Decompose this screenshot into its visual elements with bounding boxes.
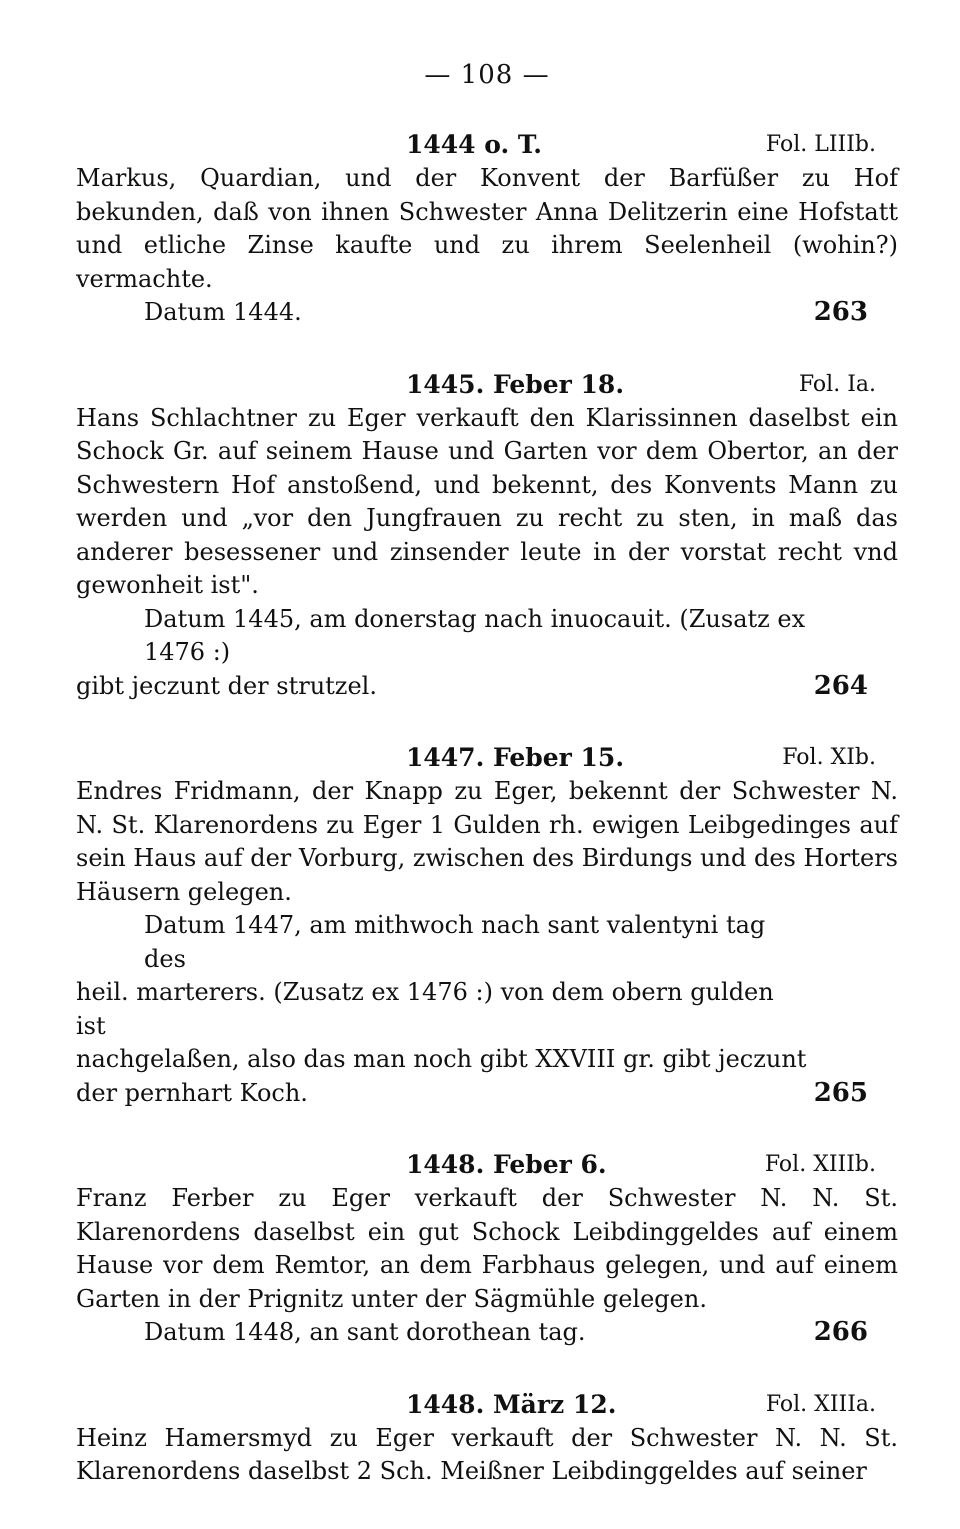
entry-folio: Fol. Ia. [798, 371, 876, 397]
entry-263 [76, 130, 898, 330]
datum-line: der pernhart Koch. [76, 1078, 308, 1107]
entry-text: Endres Fridmann, der Knapp zu Eger, bekennt der Schwester N. N. St. Klarenordens zu Eger 1 Gulden rh. ewigen Leibgedinges auf sein Haus auf der Vorburg, zwischen des Birdungs und des Horters Häusern gelegen. [76, 777, 898, 906]
entry-number: 263 [813, 297, 868, 327]
entry-datum-continued [76, 1043, 898, 1077]
page-number: — 108 — [424, 60, 550, 90]
datum-line: nachgelaßen, also das man noch gibt XXVIII gr. gibt jeczunt [76, 1045, 807, 1073]
entry-number: 265 [813, 1077, 868, 1108]
entry-number: 264 [813, 670, 868, 701]
datum-line: gibt jeczunt der strutzel. [76, 671, 377, 700]
entry-header [76, 1150, 898, 1182]
datum-line: Datum 1445, am donerstag nach inuocauit. (Zusatz ex 1476 :) [144, 604, 806, 666]
document-page [76, 60, 898, 1529]
entry-datum [76, 603, 898, 670]
datum-text: Datum 1444. [144, 298, 302, 326]
entry-datum-continued [76, 670, 898, 704]
entry-folio: Fol. LIIIb. [765, 132, 876, 157]
entry-folio: Fol. XIIIa. [765, 1391, 876, 1417]
entry-header [76, 370, 898, 402]
entry-folio: Fol. XIb. [782, 745, 876, 770]
entry-datum [76, 1316, 898, 1350]
entry-datum [76, 296, 898, 330]
entry-number: 266 [813, 1317, 868, 1347]
entry-datum [76, 909, 898, 976]
entry-266 [76, 1150, 898, 1350]
entry-date: 1445. Feber 18. [406, 369, 625, 399]
entry-date: 1448. März 12. [406, 1389, 617, 1419]
entry-265 [76, 743, 898, 1110]
entry-datum-continued [76, 976, 898, 1043]
entry-text: Franz Ferber zu Eger verkauft der Schwester N. N. St. Klarenordens daselbst ein gut Schock Leibdinggeldes auf einem Hause vor dem Remtor, an dem Farbhaus gelegen, und auf einem Garten in der Prignitz unter der Sägmühle gelegen. [76, 1184, 898, 1313]
datum-line: Datum 1447, am mithwoch nach sant valentyni tag des [144, 911, 766, 973]
datum-text: Datum 1448, an sant dorothean tag. [144, 1318, 586, 1346]
entry-text: Heinz Hamersmyd zu Eger verkauft der Schwester N. N. St. Klarenordens daselbst 2 Sch. Meißner Leibdinggeldes auf seiner [76, 1423, 898, 1485]
entry-folio: Fol. XIIIb. [764, 1152, 876, 1177]
entry-datum-continued [76, 1077, 898, 1111]
entry-header [76, 130, 898, 162]
entry-header [76, 1390, 898, 1422]
entry-date: 1447. Feber 15. [406, 743, 625, 772]
entry-text: Markus, Quardian, und der Konvent der Barfüßer zu Hof bekunden, daß von ihnen Schwester Anna Delitzerin eine Hofstatt und etliche Zinse kaufte und zu ihrem Seelenheil (wohin?) vermachte. [76, 164, 898, 293]
entry-date: 1448. Feber 6. [406, 1150, 607, 1179]
entry-continued [76, 1390, 898, 1489]
entry-264 [76, 370, 898, 704]
entry-date: 1444 o. T. [406, 130, 543, 159]
datum-line: heil. marterers. (Zusatz ex 1476 :) von dem obern gulden ist [76, 978, 774, 1040]
entry-text: Hans Schlachtner zu Eger verkauft den Klarissinnen daselbst ein Schock Gr. auf seinem Hause und Garten vor dem Obertor, an der Schwestern Hof anstoßend, und bekennt, des Konvents Mann zu werden und „vor den Jungfrauen zu recht zu sten, in maß das anderer besessener und zinsender leute in der vorstat recht vnd gewonheit ist". [76, 403, 898, 599]
entry-header [76, 743, 898, 775]
